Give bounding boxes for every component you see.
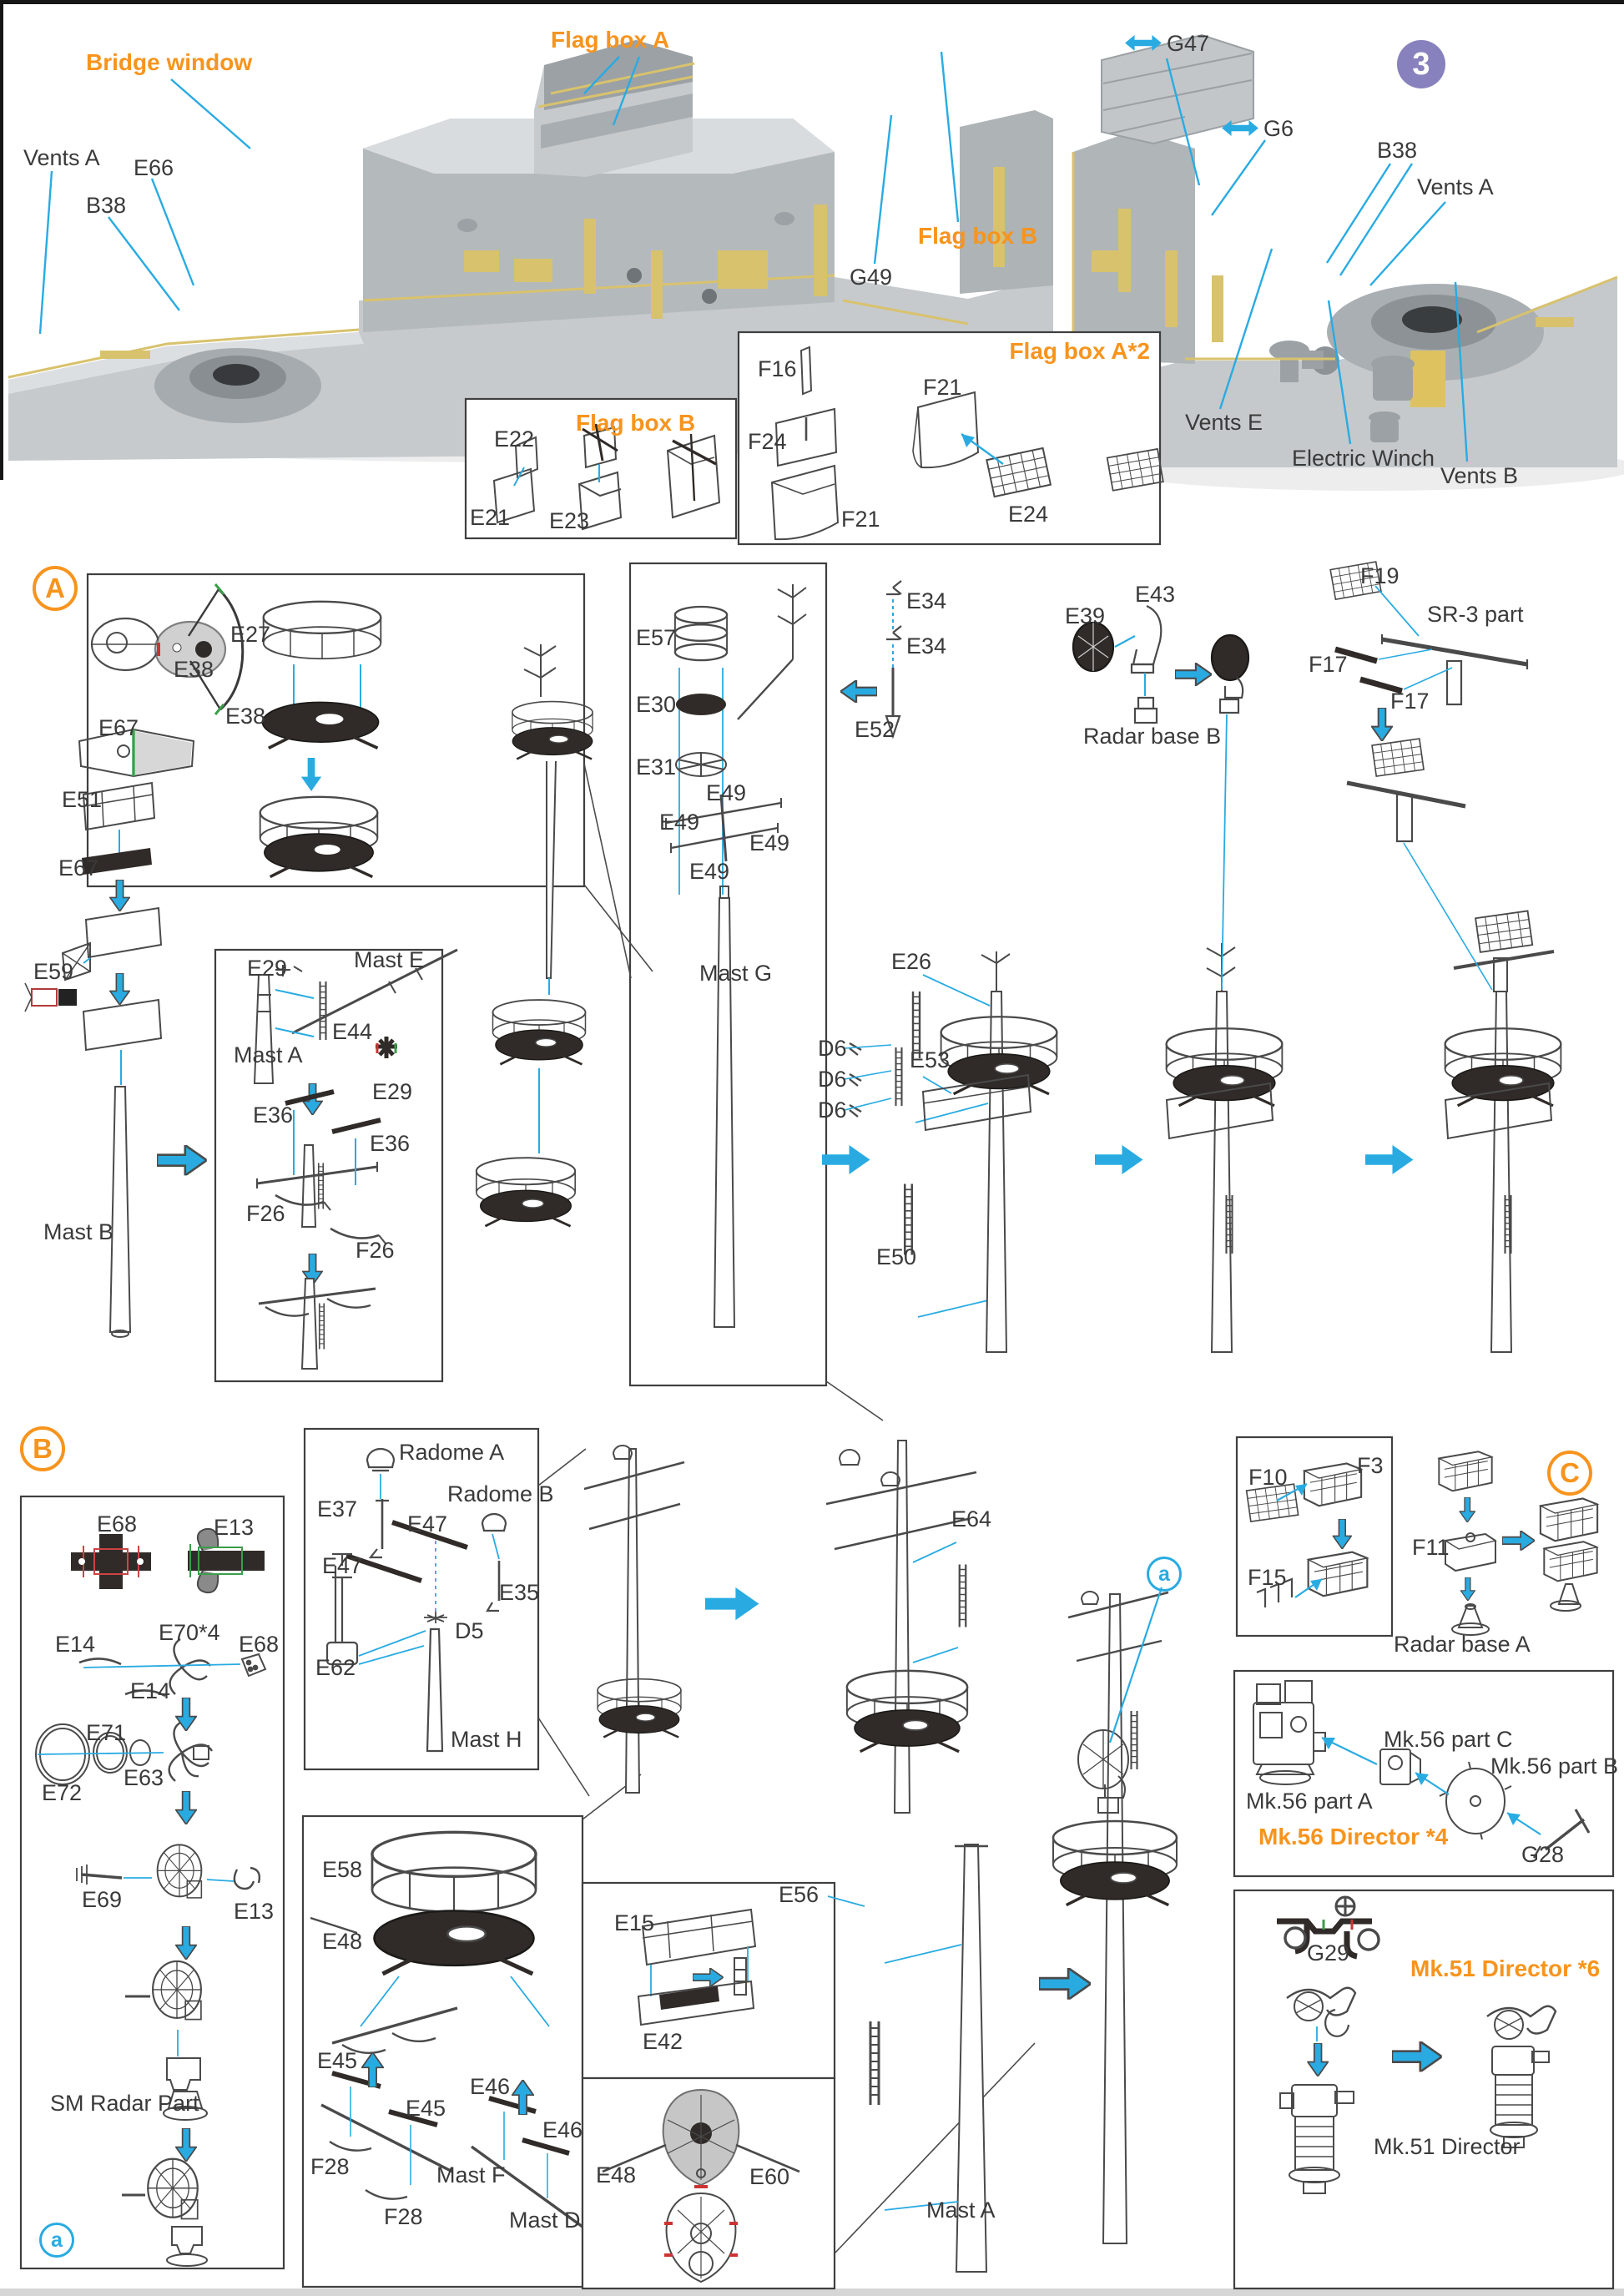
label-radar-base-a: Radar base A: [1394, 1632, 1531, 1657]
label-e51: E51: [62, 787, 103, 812]
label-e46-1: E46: [470, 2074, 511, 2099]
label-e24: E24: [1008, 502, 1049, 527]
label-vents-b: Vents B: [1440, 463, 1519, 488]
label-e64: E64: [951, 1506, 992, 1532]
label-mast-a-2: Mast A: [926, 2198, 996, 2223]
label-e34-2: E34: [906, 633, 947, 659]
label-vents-e: Vents E: [1185, 410, 1263, 435]
label-radome-a: Radome A: [399, 1440, 505, 1465]
label-flag-box-b-title: Flag box B: [576, 410, 696, 436]
label-e68-1: E68: [97, 1511, 138, 1537]
label-e38-2: E38: [225, 704, 266, 729]
label-mast-g: Mast G: [699, 961, 773, 986]
label-e35: E35: [499, 1580, 540, 1605]
label-flag-box-a2-title: Flag box A*2: [1009, 338, 1150, 364]
label-e14-2: E14: [130, 1678, 171, 1703]
label-f26-2: F26: [356, 1238, 395, 1263]
label-e49-1: E49: [706, 780, 747, 805]
label-e46-2: E46: [542, 2117, 583, 2142]
label-e45-2: E45: [406, 2096, 446, 2121]
label-e14-1: E14: [55, 1632, 96, 1657]
label-d5: D5: [455, 1618, 484, 1643]
label-e21: E21: [470, 505, 511, 530]
label-e29-1: E29: [247, 956, 288, 981]
label-e22: E22: [494, 426, 535, 452]
label-mk56-part-c: Mk.56 part C: [1384, 1727, 1513, 1752]
label-bridge-window: Bridge window: [86, 49, 253, 75]
label-e66: E66: [134, 155, 174, 180]
label-badge-a: A: [33, 566, 78, 611]
label-f15: F15: [1248, 1565, 1287, 1590]
label-f26-1: F26: [246, 1201, 285, 1226]
label-e50: E50: [876, 1244, 917, 1269]
label-mk51-director-6: Mk.51 Director *6: [1410, 1955, 1601, 1981]
label-e42: E42: [643, 2029, 683, 2054]
label-f28-1: F28: [310, 2154, 350, 2179]
label-g49: G49: [850, 265, 893, 290]
label-e15: E15: [614, 1910, 655, 1935]
label-e70: E70*4: [159, 1620, 220, 1645]
label-g29: G29: [1307, 1940, 1350, 1965]
label-f19: F19: [1360, 563, 1400, 588]
label-e30: E30: [636, 692, 677, 717]
label-mk56-director: Mk.56 Director *4: [1258, 1824, 1449, 1849]
label-mk56-part-a: Mk.56 part A: [1246, 1789, 1373, 1814]
label-f21-b: F21: [841, 507, 880, 532]
label-f11: F11: [1412, 1535, 1450, 1560]
label-d6-2: D6: [818, 1067, 847, 1092]
label-e43: E43: [1135, 582, 1176, 607]
label-f17-1: F17: [1309, 652, 1348, 677]
label-g47: G47: [1167, 31, 1210, 56]
label-mast-e: Mast E: [354, 947, 425, 972]
label-vents-a-1: Vents A: [23, 145, 100, 170]
label-mast-f: Mast F: [436, 2162, 506, 2188]
label-e47-1: E47: [407, 1511, 448, 1537]
label-e68-2: E68: [239, 1632, 280, 1657]
label-e72: E72: [42, 1780, 83, 1805]
label-electric-winch: Electric Winch: [1292, 446, 1435, 471]
label-mast-d: Mast D: [509, 2208, 581, 2233]
label-mast-a-1: Mast A: [234, 1042, 303, 1067]
label-e26: E26: [891, 949, 932, 974]
label-e34-1: E34: [906, 588, 947, 613]
label-e57: E57: [636, 625, 677, 650]
label-badge-c: C: [1547, 1451, 1592, 1496]
label-e58: E58: [322, 1857, 363, 1882]
label-e48-1: E48: [322, 1929, 363, 1954]
label-sr3-part: SR-3 part: [1427, 602, 1524, 627]
label-e29-2: E29: [372, 1079, 413, 1104]
label-e63: E63: [124, 1765, 164, 1790]
label-e62: E62: [315, 1655, 356, 1680]
label-flag-box-a-photo: Flag box A: [551, 27, 670, 53]
label-mk56-part-b: Mk.56 part B: [1490, 1754, 1619, 1779]
page-number-badge: 3: [1397, 40, 1445, 88]
label-e59: E59: [33, 959, 74, 984]
label-e44: E44: [332, 1019, 373, 1044]
label-f17-2: F17: [1390, 689, 1430, 714]
label-g6: G6: [1263, 116, 1294, 141]
label-e56: E56: [779, 1882, 820, 1907]
label-sm-radar-part: SM Radar Part: [50, 2091, 199, 2116]
label-radome-b: Radome B: [447, 1481, 554, 1506]
label-e27: E27: [230, 622, 271, 647]
label-e67-2: E67: [58, 855, 99, 881]
label-d6-1: D6: [818, 1036, 847, 1061]
label-f21-t: F21: [923, 375, 962, 400]
label-flag-box-b-photo: Flag box B: [918, 223, 1038, 249]
label-badge-a-small-2: a: [1147, 1557, 1182, 1592]
label-e49-2: E49: [659, 810, 700, 835]
label-b38-2: B38: [1377, 138, 1418, 163]
label-f28-2: F28: [384, 2204, 423, 2229]
label-e49-4: E49: [689, 859, 730, 884]
label-e13-1: E13: [214, 1515, 255, 1540]
label-e60: E60: [749, 2164, 790, 2189]
label-f24: F24: [748, 429, 787, 454]
label-mast-b: Mast B: [43, 1219, 114, 1244]
label-e45-1: E45: [317, 2048, 358, 2073]
label-e36-1: E36: [253, 1103, 294, 1128]
label-e71: E71: [86, 1720, 127, 1745]
label-f3: F3: [1357, 1453, 1384, 1478]
label-f10: F10: [1248, 1465, 1288, 1490]
label-e49-3: E49: [749, 830, 790, 855]
label-e67-1: E67: [98, 715, 139, 740]
label-e38-flat: E38: [174, 657, 214, 682]
label-e47-2: E47: [322, 1553, 363, 1578]
label-e39: E39: [1065, 603, 1106, 628]
label-mk51-director: Mk.51 Director: [1374, 2134, 1521, 2159]
label-f16: F16: [758, 356, 797, 381]
label-e52: E52: [855, 717, 895, 742]
label-e69: E69: [82, 1887, 123, 1912]
label-e48-2: E48: [596, 2162, 637, 2188]
label-radar-base-b: Radar base B: [1083, 724, 1222, 749]
label-vents-a-2: Vents A: [1417, 174, 1494, 199]
label-b38-1: B38: [86, 193, 127, 218]
label-e13-2: E13: [234, 1899, 275, 1924]
label-e53: E53: [910, 1047, 951, 1072]
label-g28: G28: [1521, 1842, 1565, 1867]
label-d6-3: D6: [818, 1098, 847, 1123]
label-mast-h: Mast H: [451, 1727, 522, 1752]
label-e23: E23: [549, 508, 590, 533]
label-e37: E37: [317, 1496, 358, 1521]
label-badge-a-small: a: [39, 2223, 74, 2258]
label-e36-2: E36: [370, 1131, 411, 1156]
label-e31: E31: [636, 754, 677, 780]
label-badge-b: B: [20, 1426, 65, 1471]
